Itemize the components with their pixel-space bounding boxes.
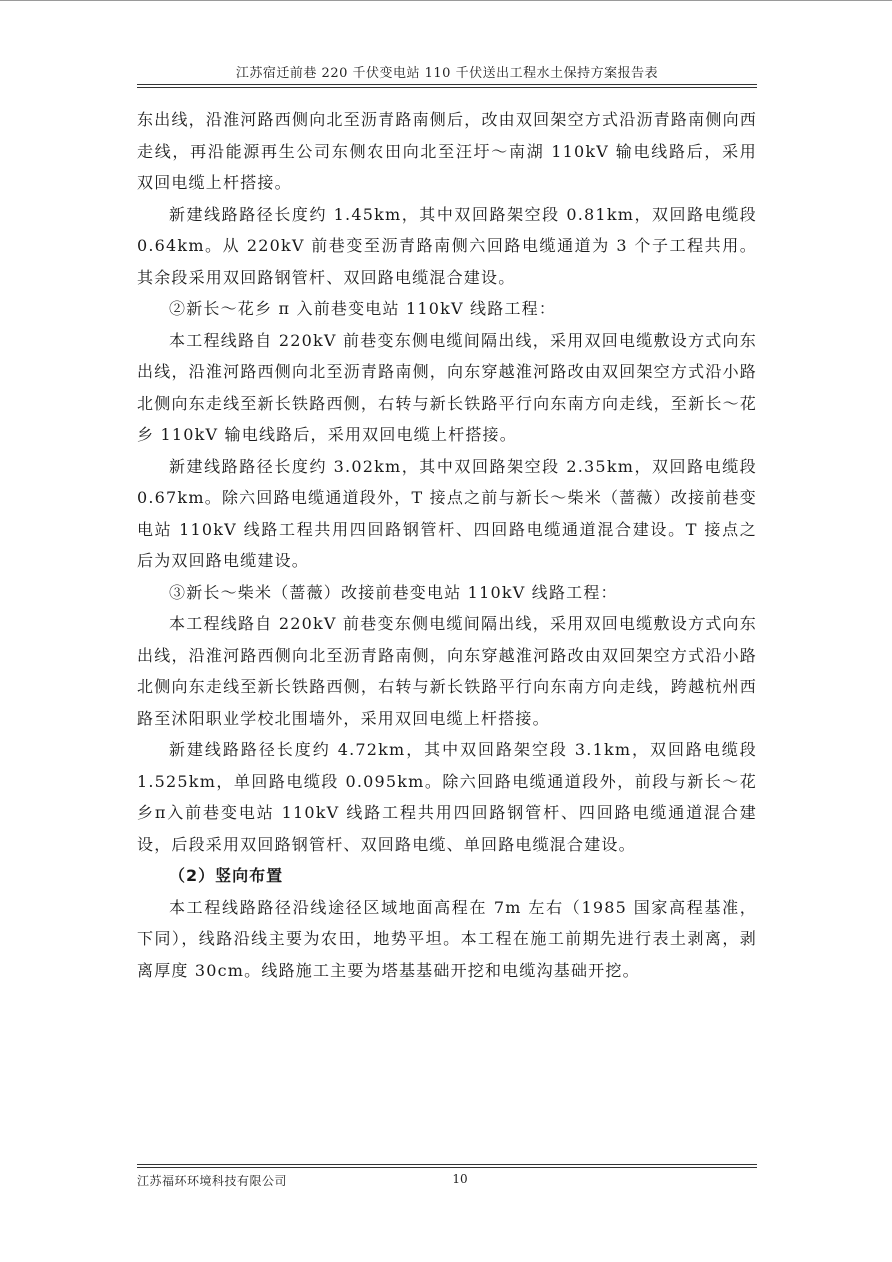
header-rule-double <box>137 87 757 88</box>
header-title: 江苏宿迁前巷 220 千伏变电站 110 千伏送出工程水土保持方案报告表 <box>235 66 659 81</box>
paragraph-4: 新建线路路径长度约 3.02km，其中双回路架空段 2.35km，双回路电缆段 0.67km。除六回路电缆通道段外，T 接点之前与新长～柴米（蔷薇）改接前巷变电站 110kV 线路工程共用四回路钢管杆、四回路电缆通道混合建设。T 接点之后为双回路电缆建设。 <box>137 456 757 570</box>
footer-rule-double <box>137 1167 757 1168</box>
paragraph-1: 东出线，沿淮河路西侧向北至沥青路南侧后，改由双回架空方式沿沥青路南侧向西走线，再沿能源再生公司东侧农田向北至汪圩～南湖 110kV 输电线路后，采用双回电缆上杆搭接。 <box>137 110 757 192</box>
paragraph-2: 新建线路路径长度约 1.45km，其中双回路架空段 0.81km，双回路电缆段 0.64km。从 220kV 前巷变至沥青路南侧六回路电缆通道为 3 个子工程共用。其余段采用双回路钢管杆、双回路电缆混合建设。 <box>137 204 757 287</box>
section-heading: （2）竖向布置 <box>169 866 284 885</box>
subsection-title-3: ③新长～柴米（蔷薇）改接前巷变电站 110kV 线路工程： <box>169 582 618 602</box>
subsection-title-2: ②新长～花乡 π 入前巷变电站 110kV 线路工程： <box>169 299 557 318</box>
body-text <box>137 104 757 986</box>
page-number: 10 <box>452 1172 468 1186</box>
footer-rule <box>137 1164 757 1165</box>
top-edge-rule <box>0 0 892 1</box>
paragraph-6: 新建线路路径长度约 4.72km，其中双回路架空段 3.1km，双回路电缆段 1.525km，单回路电缆段 0.095km。除六回路电缆通道段外，前段与新长～花乡π入前巷变电站 110kV 线路工程共用四回路钢管杆、四回路电缆通道混合建设，后段采用双回路钢管杆、双回路电缆、单回路电缆混合建设。 <box>137 740 757 854</box>
paragraph-3: 本工程线路自 220kV 前巷变东侧电缆间隔出线，采用双回电缆敷设方式向东出线，沿淮河路西侧向北至沥青路南侧，向东穿越淮河路改由双回架空方式沿小路北侧向东走线至新长铁路西侧，右转与新长铁路平行向东南方向走线，至新长～花乡 110kV 输电线路后，采用双回电缆上杆搭接。 <box>137 330 757 444</box>
header-rule <box>137 84 757 85</box>
footer-company: 江苏福环环境科技有限公司 <box>137 1174 288 1188</box>
paragraph-5: 本工程线路自 220kV 前巷变东侧电缆间隔出线，采用双回电缆敷设方式向东出线，沿淮河路西侧向北至沥青路南侧，向东穿越淮河路改由双回架空方式沿小路北侧向东走线至新长铁路西侧，右转与新长铁路平行向东南方向走线，跨越杭州西路至沭阳职业学校北围墙外，采用双回电缆上杆搭接。 <box>137 614 757 728</box>
paragraph-7: 本工程线路路径沿线途径区域地面高程在 7m 左右（1985 国家高程基准，下同），线路沿线主要为农田，地势平坦。本工程在施工前期先进行表土剥离，剥离厚度 30cm。线路施工主要为塔基基础开挖和电缆沟基础开挖。 <box>137 897 757 980</box>
